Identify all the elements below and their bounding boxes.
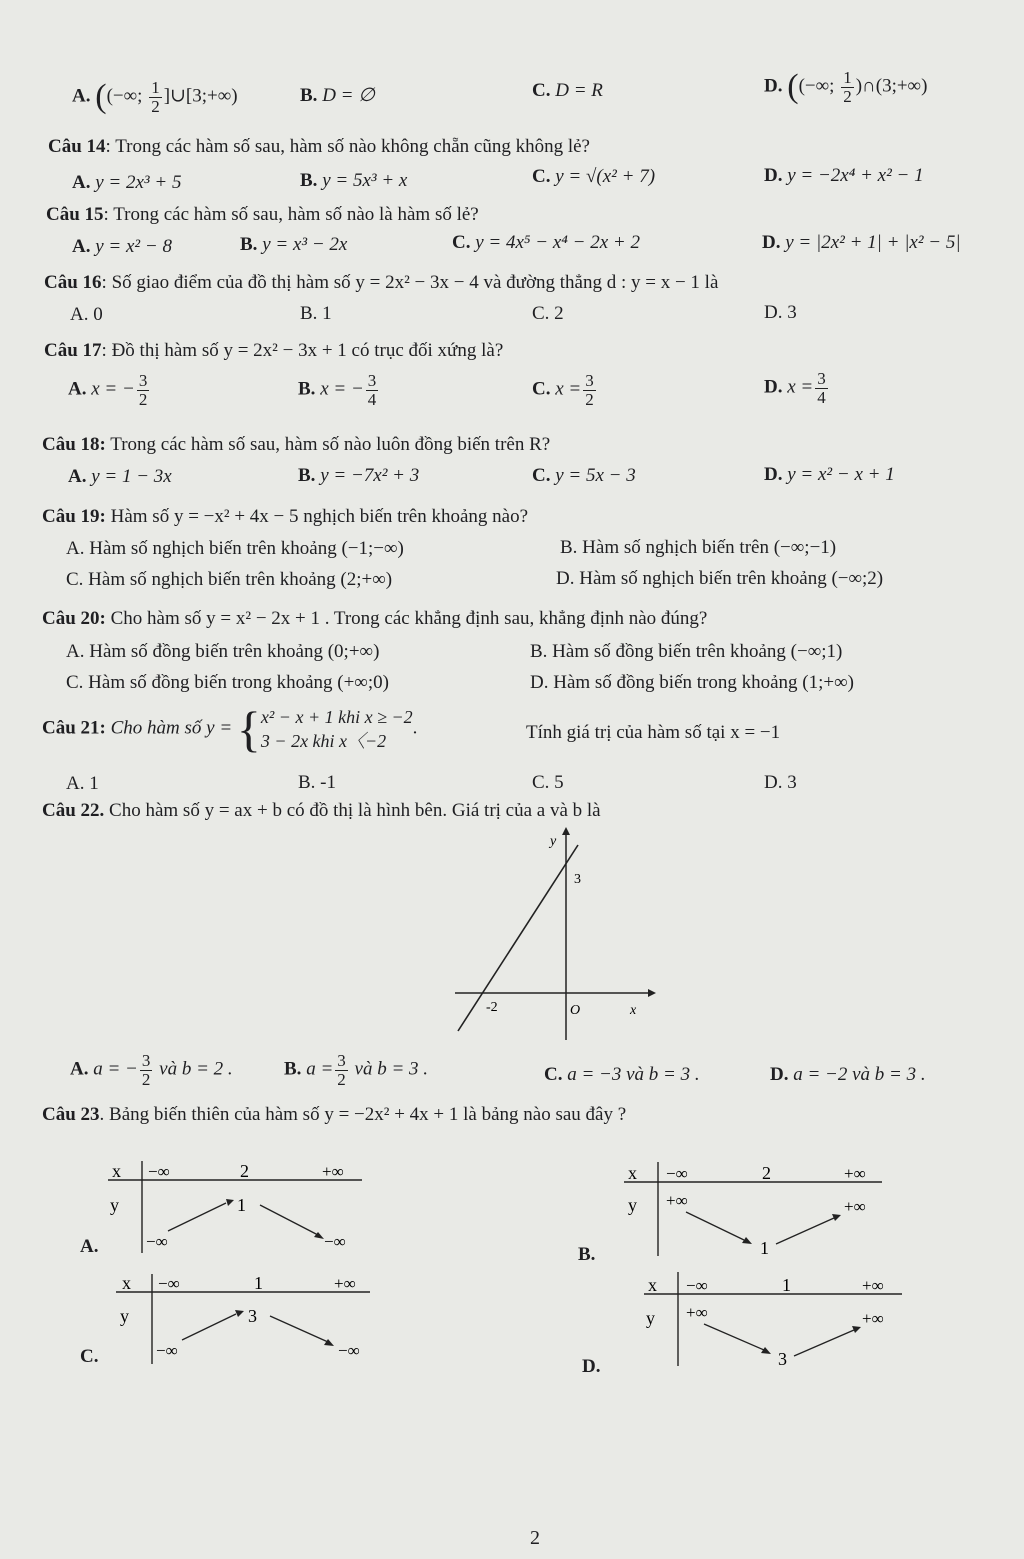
q20-option-c: C. Hàm số đồng biến trong khoảng (+∞;0) bbox=[66, 672, 389, 693]
y-header: y bbox=[110, 1195, 119, 1215]
q23-option-c-label: C. bbox=[80, 1346, 99, 1367]
q21-option-a: A. 1 bbox=[66, 773, 99, 794]
y-max: 3 bbox=[248, 1306, 257, 1326]
q22-option-c: C. a = −3 và b = 3 . bbox=[544, 1064, 700, 1085]
q15-option-c: C. y = 4x⁵ − x⁴ − 2x + 2 bbox=[452, 232, 640, 253]
y-right: +∞ bbox=[844, 1197, 866, 1216]
increasing-arrow bbox=[776, 1218, 834, 1244]
q17-option-a: A. x = − $\frac{3}{2}$ bbox=[68, 371, 148, 409]
q17-option-d: D. x = $\frac{3}{4}$ bbox=[764, 369, 826, 407]
x-intercept-label: -2 bbox=[486, 1000, 498, 1015]
q13-option-d: D. ((−∞; $\frac{1}{2}$ )∩(3;+∞) bbox=[764, 67, 928, 106]
q22-option-d: D. a = −2 và b = 3 . bbox=[770, 1064, 926, 1085]
y-right: −∞ bbox=[324, 1232, 346, 1251]
page-number: 2 bbox=[530, 1527, 540, 1549]
x-mid: 2 bbox=[240, 1161, 249, 1181]
q20-option-a: A. Hàm số đồng biến trên khoảng (0;+∞) bbox=[66, 641, 380, 662]
q13-option-a: A. ((−∞; $\frac{1}{2}$ ]∪[3;+∞) bbox=[72, 77, 238, 116]
question-16: Câu 16: Số giao điểm của đồ thị hàm số y = 2x² − 3x − 4 và đường thẳng d : y = x − 1 là bbox=[44, 272, 719, 293]
q15-option-a: A. y = x² − 8 bbox=[72, 236, 172, 257]
decreasing-arrow bbox=[270, 1316, 328, 1342]
x-pos-inf: +∞ bbox=[322, 1162, 344, 1181]
q19-option-a: A. Hàm số nghịch biến trên khoảng (−1;−∞) bbox=[66, 538, 404, 559]
x-neg-inf: −∞ bbox=[686, 1276, 708, 1295]
q22-option-b: B. a = $\frac{3}{2}$ và b = 3 . bbox=[284, 1051, 429, 1089]
x-axis-label: x bbox=[630, 1003, 637, 1018]
x-mid: 2 bbox=[762, 1163, 771, 1183]
q18-option-d: D. y = x² − x + 1 bbox=[764, 464, 895, 485]
q16-option-c: C. 2 bbox=[532, 303, 564, 324]
q14-option-d: D. y = −2x⁴ + x² − 1 bbox=[764, 165, 924, 186]
q14-option-c: C. y = √(x² + 7) bbox=[532, 166, 656, 187]
q14-option-b: B. y = 5x³ + x bbox=[300, 170, 408, 191]
q18-option-a: A. y = 1 − 3x bbox=[68, 466, 172, 487]
q16-option-a: A. 0 bbox=[70, 304, 103, 325]
question-19: Câu 19: Hàm số y = −x² + 4x − 5 nghịch biến trên khoảng nào? bbox=[42, 506, 529, 527]
line-graph bbox=[450, 825, 660, 1050]
y-left: −∞ bbox=[146, 1232, 168, 1251]
y-right: −∞ bbox=[338, 1341, 360, 1360]
variation-table-b bbox=[620, 1158, 890, 1258]
x-axis-arrow bbox=[648, 989, 656, 997]
question-22: Câu 22. Cho hàm số y = ax + b có đồ thị là hình bên. Giá trị của a và b là bbox=[42, 800, 601, 821]
variation-table-d bbox=[640, 1268, 910, 1368]
y-right: +∞ bbox=[862, 1309, 884, 1328]
q13-option-c: C. D = R bbox=[532, 80, 603, 101]
q15-option-d: D. y = |2x² + 1| + |x² − 5| bbox=[762, 232, 961, 253]
q18-option-b: B. y = −7x² + 3 bbox=[298, 465, 420, 486]
increasing-arrow bbox=[794, 1330, 854, 1356]
q19-option-c: C. Hàm số nghịch biến trên khoảng (2;+∞) bbox=[66, 569, 393, 590]
y-left: −∞ bbox=[156, 1341, 178, 1360]
question-18: Câu 18: Trong các hàm số sau, hàm số nào luôn đồng biến trên R? bbox=[42, 434, 551, 455]
x-pos-inf: +∞ bbox=[844, 1164, 866, 1183]
y-axis-label: y bbox=[550, 834, 557, 849]
q23-option-a-label: A. bbox=[80, 1236, 99, 1257]
q17-option-b: B. x = − $\frac{3}{4}$ bbox=[298, 371, 377, 409]
q19-option-b: B. Hàm số nghịch biến trên (−∞;−1) bbox=[560, 537, 837, 558]
q23-option-d-label: D. bbox=[582, 1356, 601, 1377]
q20-option-b: B. Hàm số đồng biến trên khoảng (−∞;1) bbox=[530, 641, 843, 662]
q14-option-a: A. y = 2x³ + 5 bbox=[72, 172, 182, 193]
q15-option-b: B. y = x³ − 2x bbox=[240, 234, 348, 255]
decreasing-arrow bbox=[704, 1324, 764, 1350]
q23-option-b-label: B. bbox=[578, 1244, 596, 1265]
q21-option-b: B. -1 bbox=[298, 772, 336, 793]
y-header: y bbox=[628, 1195, 637, 1215]
variation-table-a bbox=[100, 1155, 370, 1255]
x-header: x bbox=[648, 1275, 657, 1295]
y-header: y bbox=[120, 1306, 129, 1326]
x-mid: 1 bbox=[254, 1273, 263, 1293]
piecewise-function: x² − x + 1 khi x ≥ −2 3 − 2x khi x〈−2 bbox=[260, 706, 413, 751]
variation-table-c bbox=[108, 1268, 378, 1368]
x-header: x bbox=[628, 1163, 637, 1183]
x-header: x bbox=[122, 1273, 131, 1293]
x-mid: 1 bbox=[782, 1275, 791, 1295]
question-15: Câu 15: Trong các hàm số sau, hàm số nào là hàm số lẻ? bbox=[46, 204, 479, 225]
y-min: 3 bbox=[778, 1349, 787, 1368]
x-neg-inf: −∞ bbox=[158, 1274, 180, 1293]
x-header: x bbox=[112, 1161, 121, 1181]
question-20: Câu 20: Cho hàm số y = x² − 2x + 1 . Trong các khẳng định sau, khẳng định nào đúng? bbox=[42, 608, 708, 629]
x-neg-inf: −∞ bbox=[666, 1164, 688, 1183]
increasing-arrow bbox=[182, 1314, 236, 1340]
y-max: 1 bbox=[237, 1195, 246, 1215]
y-axis-arrow bbox=[562, 827, 570, 835]
y-intercept-label: 3 bbox=[574, 872, 581, 887]
decreasing-arrow bbox=[686, 1212, 744, 1240]
question-17: Câu 17: Đồ thị hàm số y = 2x² − 3x + 1 có trục đối xứng là? bbox=[44, 340, 504, 361]
question-14: Câu 14: Trong các hàm số sau, hàm số nào không chẵn cũng không lẻ? bbox=[48, 136, 590, 157]
x-neg-inf: −∞ bbox=[148, 1162, 170, 1181]
q22-option-a: A. a = − $\frac{3}{2}$ và b = 2 . bbox=[70, 1051, 233, 1089]
increasing-arrow bbox=[168, 1203, 226, 1231]
question-21: Câu 21: Cho hàm số y = {x² − x + 1 khi x ≥ −2 3 − 2x khi x〈−2. bbox=[42, 701, 418, 757]
q21-option-c: C. 5 bbox=[532, 772, 564, 793]
q21-option-d: D. 3 bbox=[764, 772, 797, 793]
decreasing-arrow bbox=[260, 1205, 318, 1235]
origin-label: O bbox=[570, 1003, 581, 1018]
q19-option-d: D. Hàm số nghịch biến trên khoảng (−∞;2) bbox=[556, 568, 884, 589]
y-left: +∞ bbox=[686, 1303, 708, 1322]
y-left: +∞ bbox=[666, 1191, 688, 1210]
question-23: Câu 23. Bảng biến thiên của hàm số y = −2x² + 4x + 1 là bảng nào sau đây ? bbox=[42, 1104, 627, 1125]
q13-option-b: B. D = ∅ bbox=[300, 85, 375, 106]
x-pos-inf: +∞ bbox=[862, 1276, 884, 1295]
q16-option-d: D. 3 bbox=[764, 302, 797, 323]
y-min: 1 bbox=[760, 1238, 769, 1258]
graph-line bbox=[458, 845, 581, 1031]
q16-option-b: B. 1 bbox=[300, 303, 332, 324]
y-header: y bbox=[646, 1308, 655, 1328]
q20-option-d: D. Hàm số đồng biến trong khoảng (1;+∞) bbox=[530, 672, 854, 693]
q18-option-c: C. y = 5x − 3 bbox=[532, 465, 636, 486]
q21-tail: Tính giá trị của hàm số tại x = −1 bbox=[526, 722, 781, 743]
x-pos-inf: +∞ bbox=[334, 1274, 356, 1293]
q17-option-c: C. x = $\frac{3}{2}$ bbox=[532, 371, 594, 409]
